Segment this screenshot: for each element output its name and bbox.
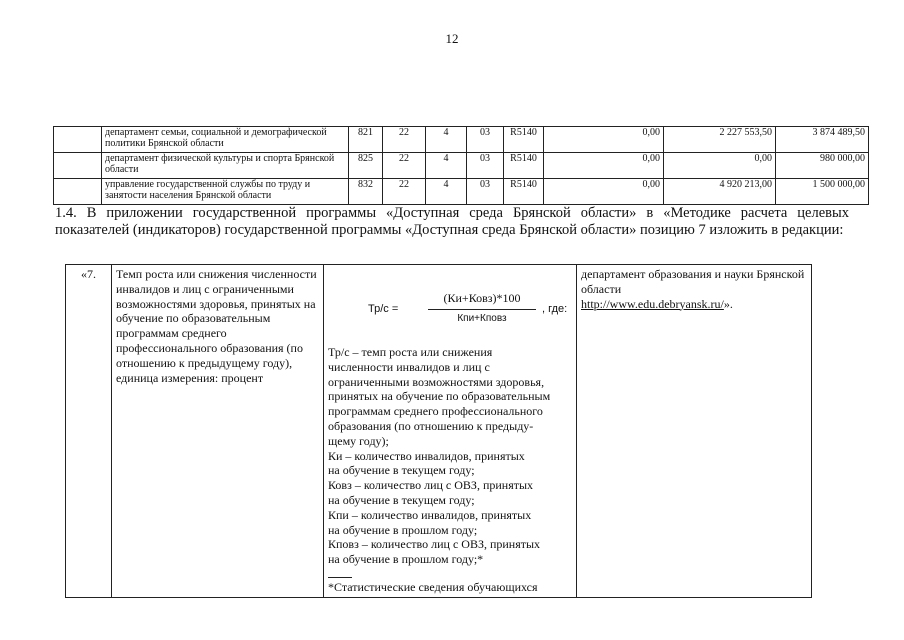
- definition-line: Ковз – количество лиц с ОВЗ, принятых: [328, 478, 534, 493]
- code-cell: R5140: [504, 153, 544, 179]
- amount-cell: 0,00: [544, 127, 664, 153]
- code-cell: 22: [383, 179, 426, 205]
- source-link[interactable]: http://www.edu.debryansk.ru/: [581, 296, 724, 311]
- methodology-table: [65, 264, 812, 598]
- definition-line: на обучение в текущем году;: [328, 492, 475, 507]
- code-cell: R5140: [504, 179, 544, 205]
- budget-table: [53, 126, 869, 205]
- amount-cell: 0,00: [544, 153, 664, 179]
- formula-denominator: Кпи+Кповз: [457, 312, 507, 324]
- code-cell: 832: [349, 179, 383, 205]
- formula-numerator: (Ки+Ковз)*100: [428, 291, 536, 310]
- table-cell-blank: [54, 179, 102, 205]
- code-cell: R5140: [504, 127, 544, 153]
- definition-line: принятых на обучение по образовательным: [328, 389, 551, 404]
- definition-line: ограниченными возможностями здоровья,: [328, 374, 545, 389]
- indicator-name: Темп роста или снижения численности инвалидов и лиц с ограниченными возможностями здоровья, принятых на обучение по образовательным программам среднего профессионального образования (по отношению к предыдущему году), единица измерения: процент: [112, 265, 324, 598]
- source-org: департамент образования и науки Брянской области: [581, 267, 805, 296]
- table-row: [54, 153, 869, 179]
- org-name: департамент физической культуры и спорта Брянской области: [102, 153, 349, 179]
- definition-line: Кповз – количество лиц с ОВЗ, принятых: [328, 537, 541, 552]
- amount-cell: 4 920 213,00: [664, 179, 776, 205]
- code-cell: 4: [426, 127, 467, 153]
- definitions: [328, 345, 572, 567]
- table-row: [54, 179, 869, 205]
- amount-cell: 2 227 553,50: [664, 127, 776, 153]
- position-number: «7.: [66, 265, 112, 598]
- table-cell-blank: [54, 127, 102, 153]
- code-cell: 821: [349, 127, 383, 153]
- code-cell: 4: [426, 153, 467, 179]
- formula: [328, 275, 572, 341]
- definition-line: программам среднего профессионального: [328, 404, 543, 419]
- amount-cell: 3 874 489,50: [776, 127, 869, 153]
- definition-line: численности инвалидов и лиц с: [328, 359, 490, 374]
- formula-fraction: [428, 291, 536, 327]
- table-row: [54, 127, 869, 153]
- definition-line: Кпи – количество инвалидов, принятых: [328, 507, 532, 522]
- definition-line: на обучение в текущем году;: [328, 463, 475, 478]
- formula-lhs: Тр/с =: [368, 303, 399, 315]
- definition-line: щему году);: [328, 433, 389, 448]
- org-name: департамент семьи, социальной и демографической политики Брянской области: [102, 127, 349, 153]
- code-cell: 22: [383, 153, 426, 179]
- source-tail: ».: [723, 296, 733, 311]
- amendment-paragraph: 1.4. В приложении государственной программы «Доступная среда Брянской области» в «Методике расчета целевых показателей (индикаторов) государственной программы «Доступная среда Брянской области» позицию 7 изложить в редакции:: [55, 205, 849, 238]
- data-source: [577, 265, 812, 598]
- amount-cell: 1 500 000,00: [776, 179, 869, 205]
- amount-cell: 0,00: [544, 179, 664, 205]
- footnote: *Статистические сведения обучающихся: [328, 579, 538, 594]
- definition-line: на обучение в прошлом году;: [328, 522, 478, 537]
- code-cell: 22: [383, 127, 426, 153]
- code-cell: 03: [467, 179, 504, 205]
- amount-cell: 0,00: [664, 153, 776, 179]
- table-cell-blank: [54, 153, 102, 179]
- formula-rhs: , где:: [542, 303, 568, 315]
- definition-line: образования (по отношению к предыду-: [328, 418, 534, 433]
- code-cell: 03: [467, 153, 504, 179]
- org-name: управление государственной службы по труду и занятости населения Брянской области: [102, 179, 349, 205]
- definition-line: на обучение в прошлом году;*: [328, 552, 484, 567]
- definition-line: Тр/с – темп роста или снижения: [328, 345, 493, 359]
- table-row: [66, 265, 812, 598]
- code-cell: 4: [426, 179, 467, 205]
- calculation-method: [324, 265, 577, 598]
- footnote-divider: [328, 577, 352, 578]
- definition-line: Ки – количество инвалидов, принятых: [328, 448, 525, 463]
- page-number: 12: [445, 31, 459, 46]
- amount-cell: 980 000,00: [776, 153, 869, 179]
- code-cell: 825: [349, 153, 383, 179]
- code-cell: 03: [467, 127, 504, 153]
